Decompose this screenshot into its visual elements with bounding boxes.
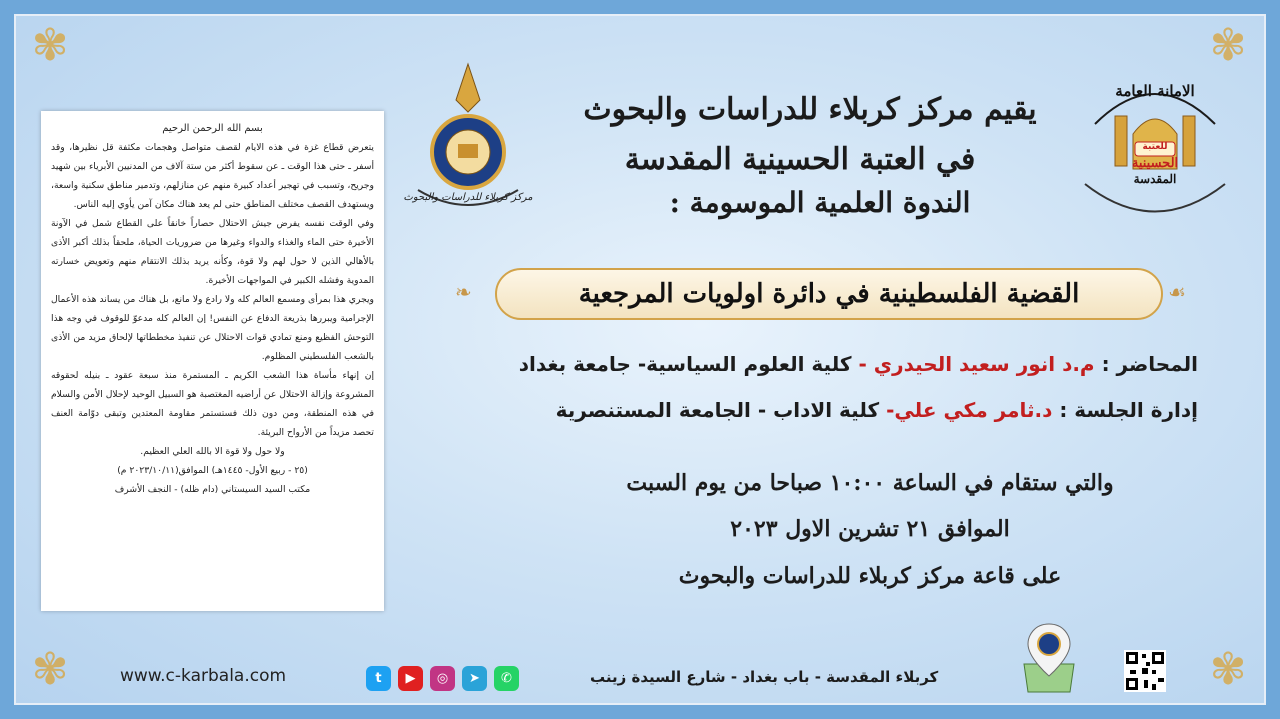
- chair-name: د.ثامر مكي علي-: [886, 398, 1053, 422]
- schedule-time: والتي ستقام في الساعة ١٠:٠٠ صباحا من يوم السبت: [626, 470, 1114, 496]
- corner-ornament-icon: ✾: [31, 20, 69, 71]
- karbala-center-logo: [398, 60, 538, 220]
- letter-closing: ولا حول ولا قوة الا بالله العلي العظيم.: [140, 446, 285, 457]
- banner-ornament-right-icon: ☙: [1168, 280, 1186, 304]
- letter-paragraph: وفي الوقت نفسه يفرض جيش الاحتلال حصاراً خانقاً على القطاع شمل في الآونة الأخيرة حتى الماء والغذاء والدواء وغيرها من ضروريات الحياة، ملحقاً بذلك أكبر الأذى بالأهالي الذين لا حول لهم ولا قوة، وكأنه يريد بذلك الانتقام منهم وتعويض خسارته المدوية وفشله الكبير في المواجهات الأخيرة.: [51, 218, 374, 286]
- instagram-icon[interactable]: ◎: [430, 666, 455, 691]
- location-pin-icon: [1020, 620, 1078, 696]
- youtube-icon[interactable]: ▶: [398, 666, 423, 691]
- letter-paragraph: إن إنهاء مأساة هذا الشعب الكريم ـ المستمرة منذ سبعة عقود ـ بنيله لحقوقه المشروعة وإزالة الاحتلال عن أراضيه المغتصبة هو السبيل الوحيد لإحلال الأمن والسلام في هذه المنطقة، ومن دون ذلك فستستمر مقاومة المعتدين وتبقى دوّامة العنف تحصد مزيداً من الأرواح البريئة.: [50, 370, 374, 438]
- corner-ornament-icon: ✾: [1209, 20, 1247, 71]
- header-line-1: يقيم مركز كربلاء للدراسات والبحوث: [583, 92, 1037, 127]
- header-line-2: في العتبة الحسينية المقدسة: [624, 142, 976, 177]
- lecturer-line: [519, 352, 1198, 376]
- letter-basmala: بسم الله الرحمن الرحيم: [162, 123, 263, 134]
- header-line-3: الندوة العلمية الموسومة :: [669, 186, 971, 219]
- address-text: كربلاء المقدسة - باب بغداد - شارع السيدة زينب: [590, 668, 939, 686]
- website-link[interactable]: www.c-karbala.com: [120, 666, 287, 686]
- center-logo-caption: مركز كربلاء للدراسات والبحوث: [403, 192, 533, 203]
- whatsapp-icon[interactable]: ✆: [494, 666, 519, 691]
- logo-mid-text: الحسينية: [1131, 156, 1179, 171]
- twitter-icon[interactable]: t: [366, 666, 391, 691]
- chair-affiliation: كلية الاداب - الجامعة المستنصرية: [555, 398, 880, 422]
- letter-date: (٢٥ - ربيع الأول- ١٤٤٥هـ) الموافق(٢٠٢٣/١٠/١١ م): [117, 465, 308, 476]
- seminar-title: القضية الفلسطينية في دائرة اولويات المرجعية: [578, 279, 1080, 309]
- schedule-venue: على قاعة مركز كربلاء للدراسات والبحوث: [678, 563, 1062, 589]
- corner-ornament-icon: ✾: [31, 644, 69, 695]
- corner-ornament-icon: ✾: [1209, 644, 1247, 695]
- lecturer-name: م.د انور سعيد الحيدري -: [858, 352, 1095, 376]
- qr-code-icon[interactable]: [1124, 650, 1166, 692]
- title-banner: [495, 268, 1163, 320]
- chair-label: إدارة الجلسة :: [1059, 398, 1198, 422]
- chair-line: [556, 398, 1198, 422]
- lecturer-affiliation: كلية العلوم السياسية- جامعة بغداد: [518, 352, 852, 376]
- lecturer-label: المحاضر :: [1101, 352, 1198, 376]
- schedule-date: الموافق ٢١ تشرين الاول ٢٠٢٣: [730, 516, 1010, 542]
- social-icons: [366, 666, 519, 691]
- logo-badge-text: للعتبة: [1142, 142, 1168, 152]
- logo-bottom-text: المقدسة: [1133, 172, 1177, 186]
- letter-paragraph: ويجري هذا بمرأى ومسمع العالم كله ولا رادع ولا مانع، بل هناك من يساند هذه الأعمال الإجرامية ويبررها بذريعة الدفاع عن النفس! إن العالم كله مدعوّ للوقوف في وجه هذا التوحش الفظيع ومنع تمادي قوات الاحتلال عن تنفيذ مخططاتها لإلحاق مزيد من الأذى بالشعب الفلسطيني المظلوم.: [51, 294, 374, 362]
- letter-paragraph: يتعرض قطاع غزة في هذه الايام لقصف متواصل وهجمات مكثفة قل نظيرها، وقد أسفر ـ حتى هذا الوقت ـ عن سقوط أكثر من ستة آلاف من المدنيين الأبرياء بين شهيد وجريح، وتسبب في تهجير أعداد كبيرة منهم عن منازلهم، وتدمير مناطق سكنية واسعة، ويستهدف القصف مختلف المناطق حتى لم يعد هناك مكان آمن يأوي إليه الناس.: [51, 142, 374, 210]
- statement-letter: [41, 111, 384, 611]
- logo-top-text: الامانة العامة: [1115, 82, 1195, 100]
- telegram-icon[interactable]: ➤: [462, 666, 487, 691]
- letter-signature: مكتب السيد السيستاني (دام ظله) - النجف الأشرف: [114, 484, 311, 495]
- shrine-secretariat-logo: [1075, 64, 1235, 234]
- banner-ornament-left-icon: ❧: [455, 280, 472, 304]
